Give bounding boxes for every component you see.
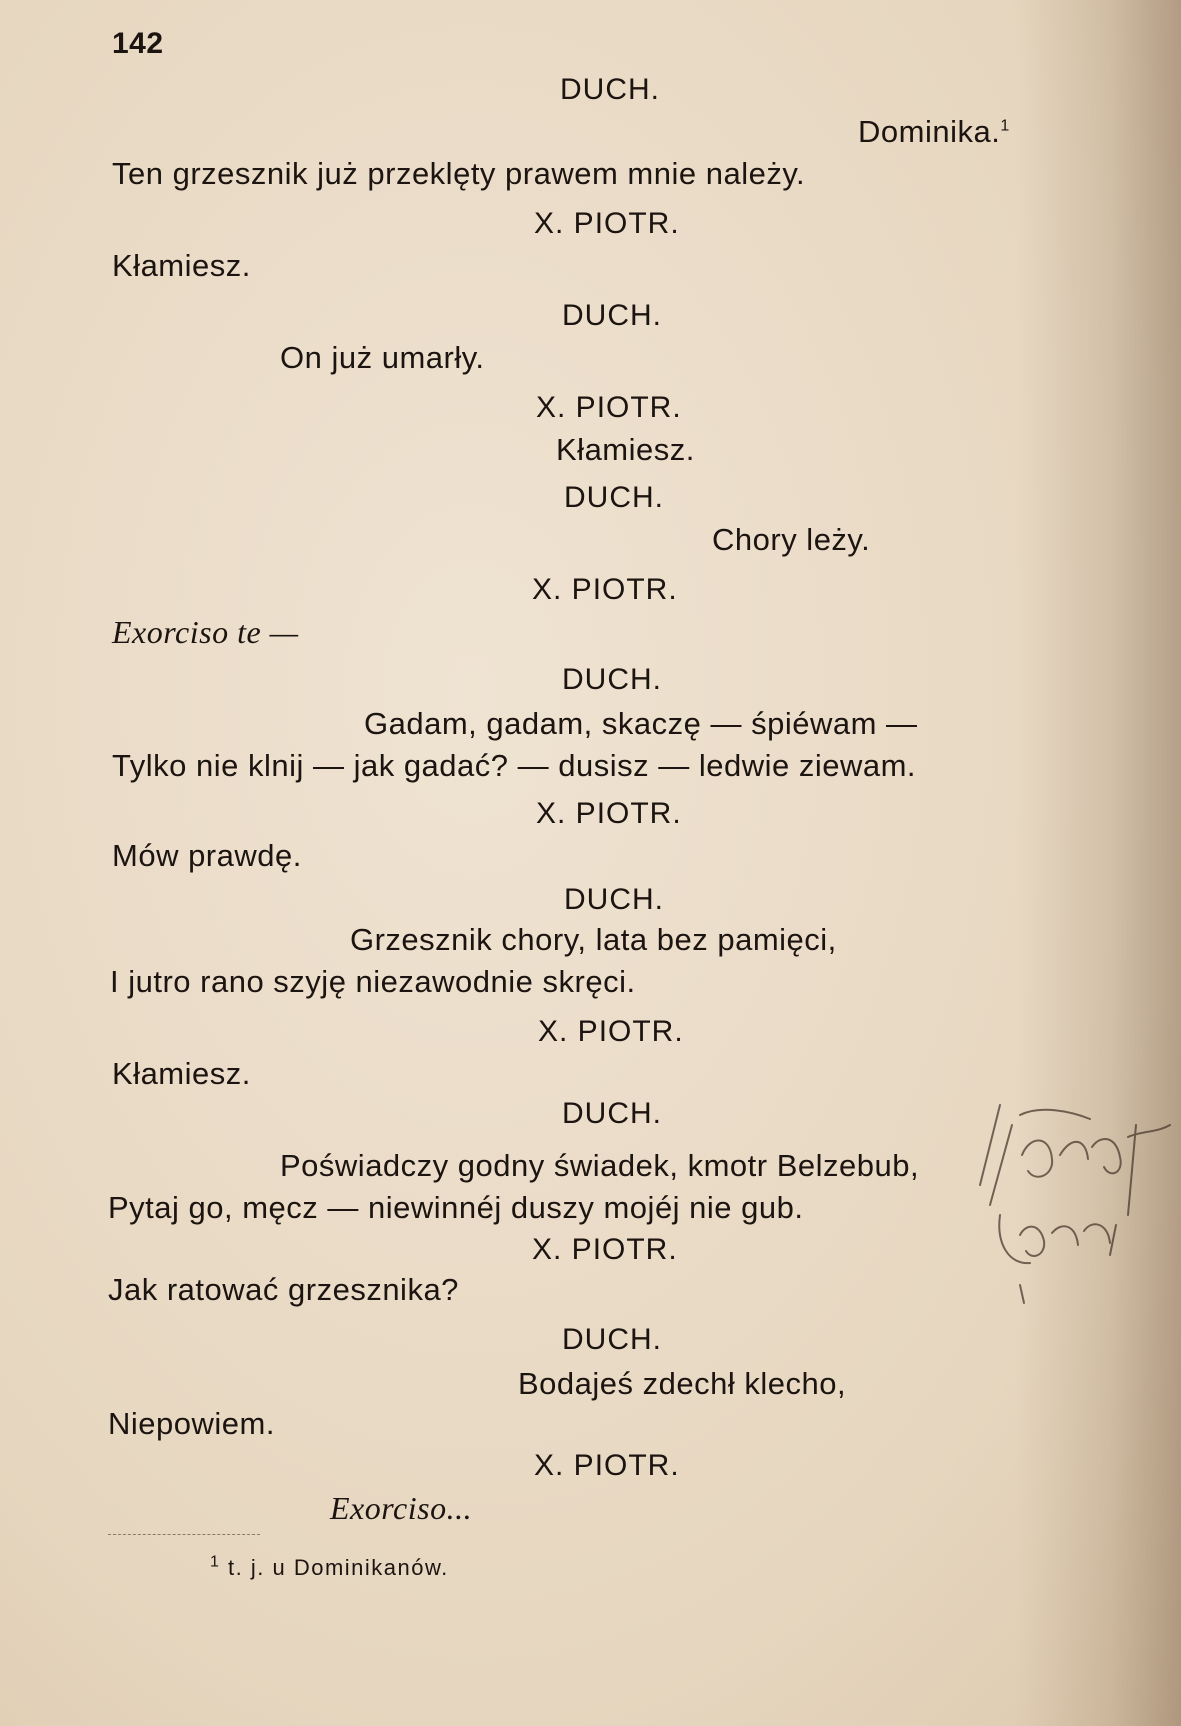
- footnote-marker: 1: [210, 1553, 221, 1571]
- verse-line-italic: Exorciso te —: [112, 614, 299, 650]
- verse-line-italic: Exorciso...: [330, 1490, 473, 1526]
- speaker-label: DUCH.: [562, 1323, 662, 1356]
- verse-line: On już umarły.: [280, 340, 485, 375]
- verse-line: Poświadczy godny świadek, kmotr Belzebub,: [280, 1148, 920, 1183]
- speaker-label: DUCH.: [562, 1097, 662, 1130]
- footnote-marker: 1: [1000, 117, 1010, 135]
- verse-line: I jutro rano szyję niezawodnie skręci.: [110, 964, 636, 999]
- speaker-label: DUCH.: [560, 73, 660, 106]
- verse-line: Ten grzesznik już przeklęty prawem mnie należy.: [112, 156, 806, 191]
- speaker-label: X. PIOTR.: [534, 207, 680, 240]
- speaker-label: DUCH.: [564, 883, 664, 916]
- footnote: [210, 1550, 449, 1586]
- page-number: 142: [112, 27, 164, 60]
- verse-line: Grzesznik chory, lata bez pamięci,: [350, 922, 837, 957]
- speaker-label: DUCH.: [564, 481, 664, 514]
- speaker-label: X. PIOTR.: [536, 797, 682, 830]
- verse-line: Niepowiem.: [108, 1406, 275, 1441]
- verse-line: Gadam, gadam, skaczę — śpiéwam —: [364, 706, 918, 741]
- footnote-text: t. j. u Dominikanów.: [228, 1555, 449, 1580]
- speaker-label: X. PIOTR.: [538, 1015, 684, 1048]
- handwritten-annotation: [960, 1095, 1180, 1335]
- speaker-label: DUCH.: [562, 299, 662, 332]
- verse-line: Dominika.$^1$: [858, 114, 1010, 149]
- verse-line: Kłamiesz.: [556, 432, 695, 467]
- verse-line: Kłamiesz.: [112, 248, 251, 283]
- speaker-label: X. PIOTR.: [532, 1233, 678, 1266]
- verse-line: Chory leży.: [712, 522, 871, 557]
- verse-line: Jak ratować grzesznika?: [108, 1272, 459, 1307]
- speaker-label: X. PIOTR.: [532, 573, 678, 606]
- verse-line: Tylko nie klnij — jak gadać? — dusisz — ledwie ziewam.: [112, 748, 917, 783]
- speaker-label: DUCH.: [562, 663, 662, 696]
- verse-line: Pytaj go, męcz — niewinnéj duszy mojéj nie gub.: [108, 1190, 804, 1225]
- speaker-label: X. PIOTR.: [536, 391, 682, 424]
- footnote-divider: [108, 1534, 260, 1535]
- verse-line: Kłamiesz.: [112, 1056, 251, 1091]
- verse-line: Bodajeś zdechł klecho,: [518, 1366, 847, 1401]
- verse-line: Mów prawdę.: [112, 838, 302, 873]
- speaker-label: X. PIOTR.: [534, 1449, 680, 1482]
